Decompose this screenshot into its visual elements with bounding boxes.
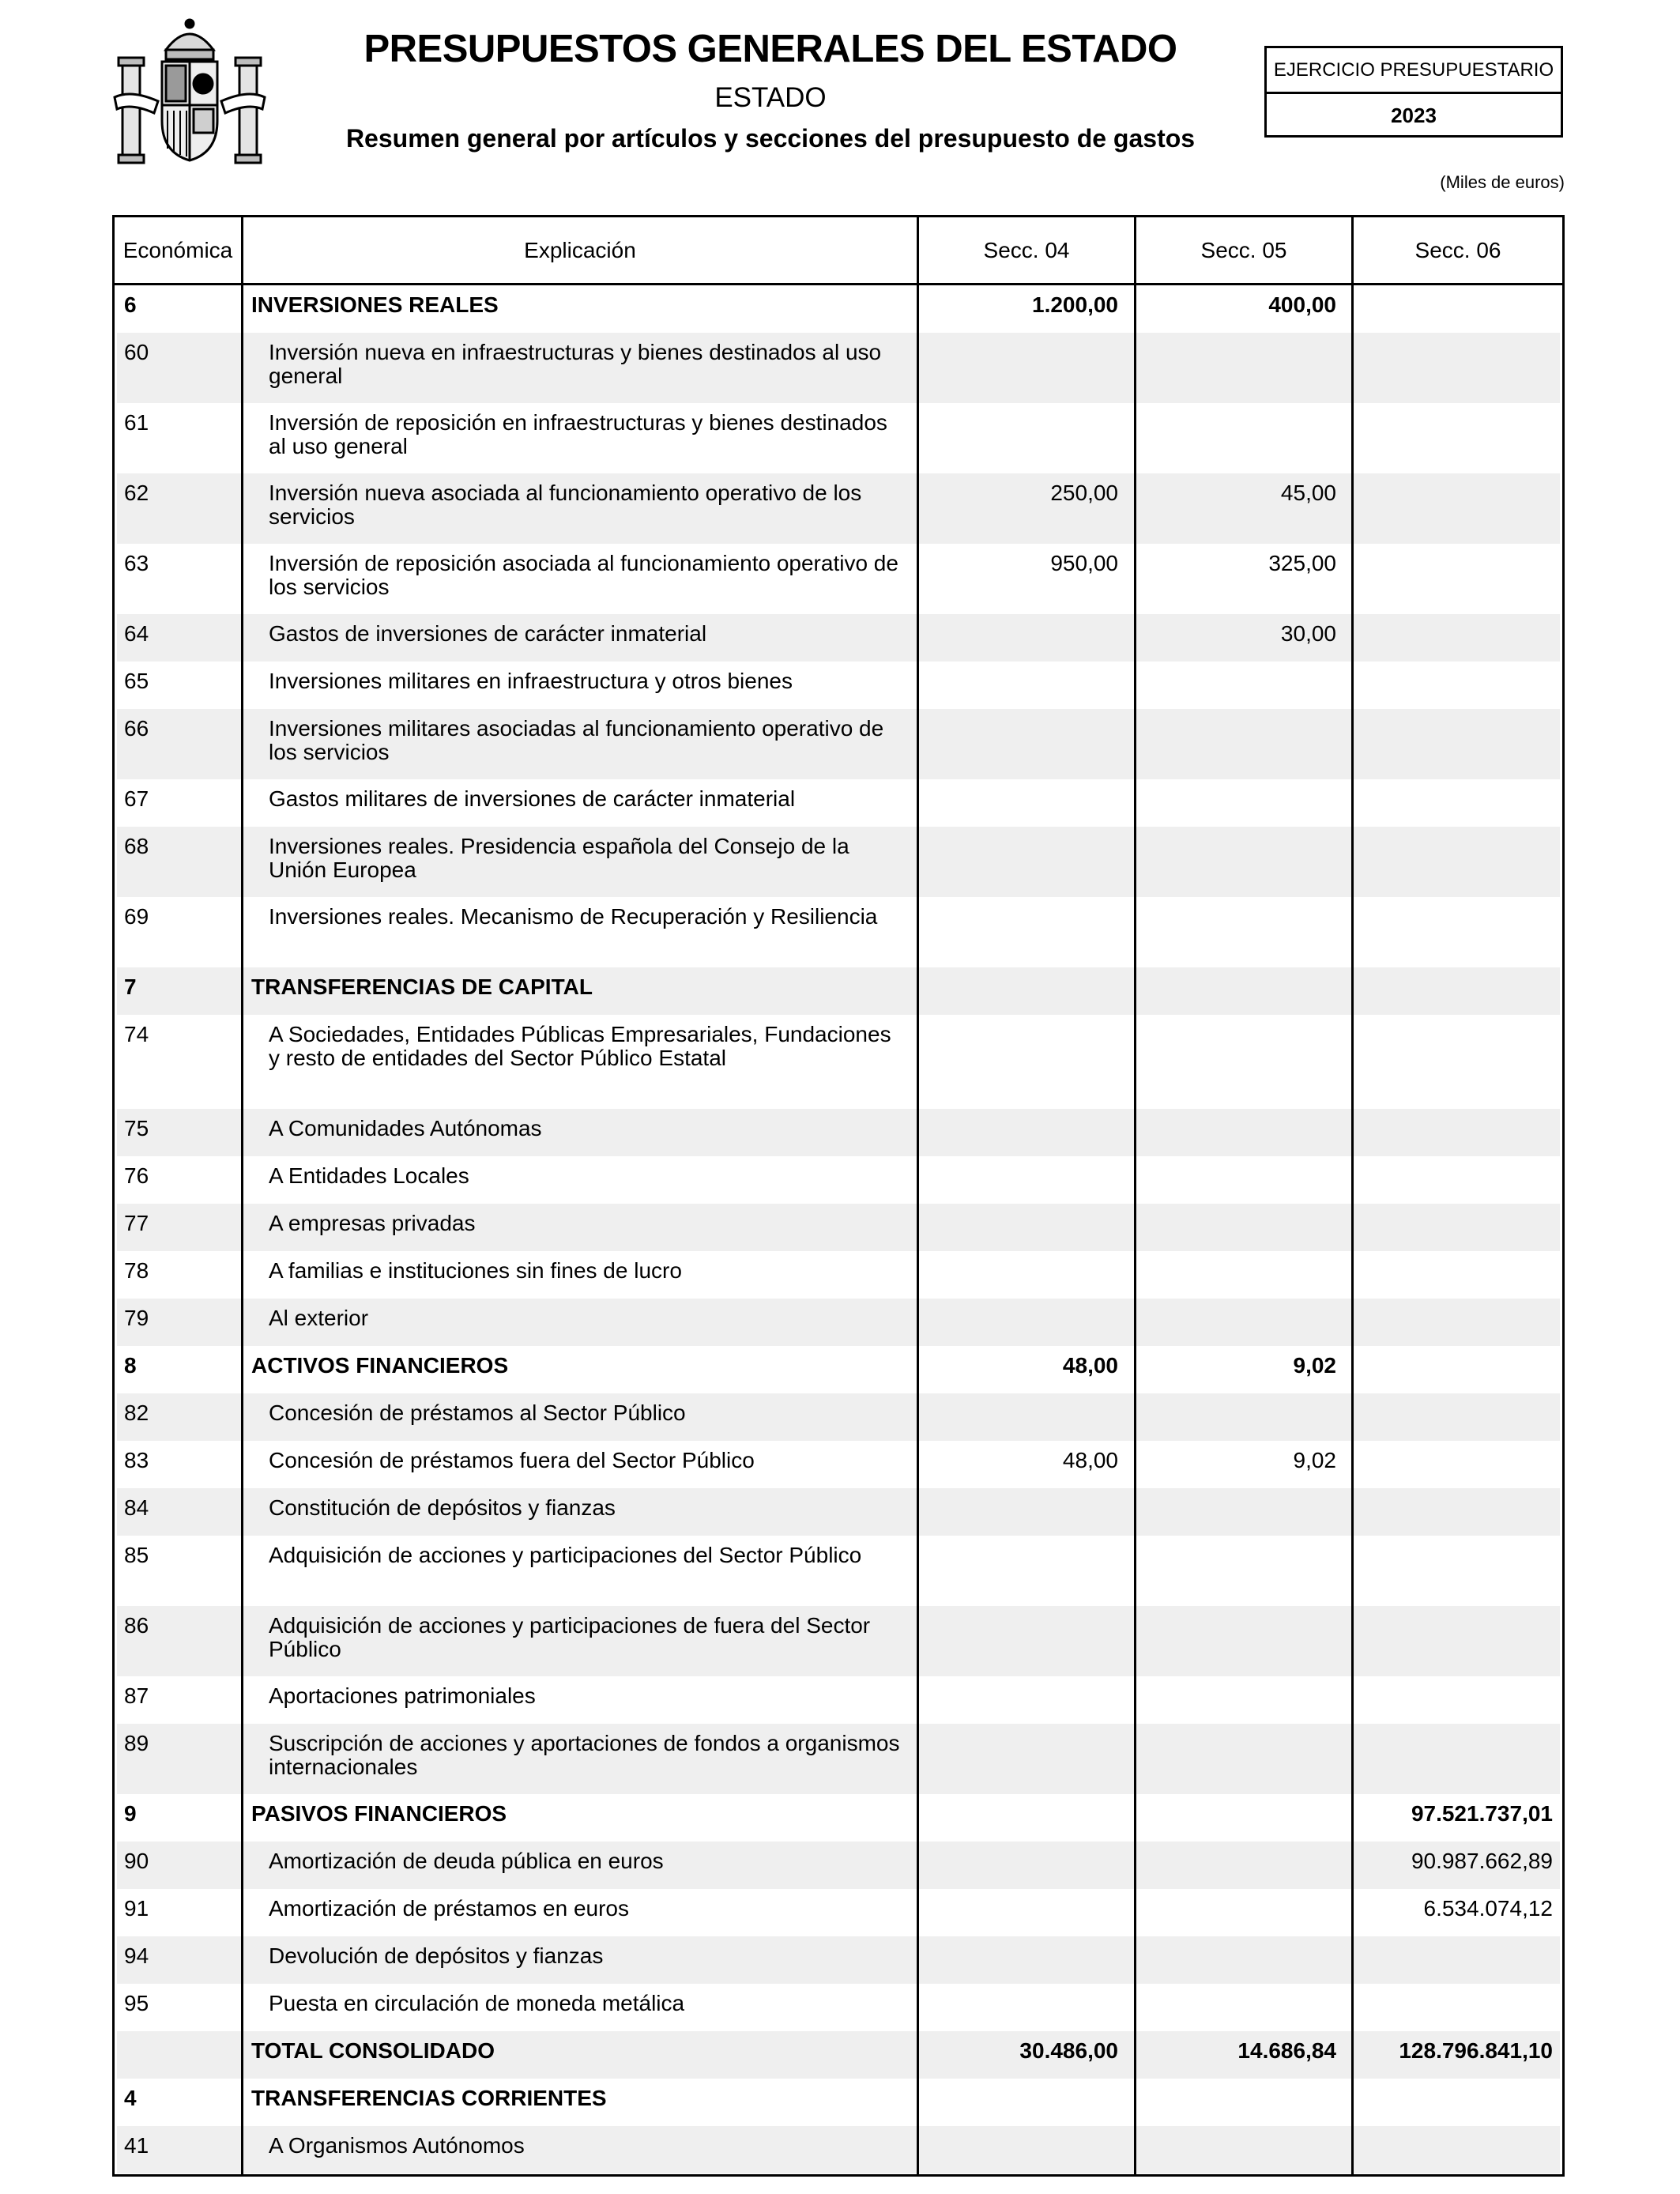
table-row: [115, 1393, 1562, 1441]
row-code: 79: [124, 1306, 149, 1330]
ejercicio-value: 2023: [1391, 104, 1437, 127]
header-secc-06: Secc. 06: [1414, 237, 1501, 262]
row-explanation: A empresas privadas: [269, 1211, 476, 1235]
table-row: [115, 1346, 1562, 1393]
row-code: 8: [124, 1353, 137, 1378]
row-secc-04: 30.486,00: [1019, 2038, 1118, 2063]
row-explanation: Constitución de depósitos y fianzas: [269, 1495, 616, 1520]
table-row: [115, 544, 1562, 614]
row-code: 76: [124, 1163, 149, 1188]
row-code: 87: [124, 1683, 149, 1708]
row-explanation: INVERSIONES REALES: [251, 292, 499, 317]
row-code: 82: [124, 1400, 149, 1425]
table-row: [115, 967, 1562, 1015]
header-secc-04: Secc. 04: [983, 237, 1070, 262]
row-code: 83: [124, 1448, 149, 1472]
table-row: [115, 1676, 1562, 1724]
row-code: 91: [124, 1896, 149, 1921]
row-code: 78: [124, 1258, 149, 1283]
row-explanation: A Organismos Autónomos: [269, 2133, 525, 2158]
row-explanation: A Comunidades Autónomas: [269, 1116, 542, 1140]
row-explanation: Concesión de préstamos al Sector Público: [269, 1400, 686, 1425]
table-row: [115, 1299, 1562, 1346]
row-explanation: Adquisición de acciones y participaciones del Sector Público: [269, 1543, 862, 1567]
header-economica: Económica: [122, 237, 233, 262]
table-row: [115, 1109, 1562, 1156]
table-row: [115, 662, 1562, 709]
row-explanation: A Sociedades, Entidades Públicas Empresariales, Fundaciones y resto de entidades del Sector Público Estatal: [269, 1022, 891, 1070]
row-explanation: Adquisición de acciones y participaciones de fuera del Sector Público: [269, 1613, 871, 1661]
table-row: [115, 1842, 1562, 1889]
row-explanation: A Entidades Locales: [269, 1163, 469, 1188]
row-secc-06: 6.534.074,12: [1423, 1896, 1553, 1921]
row-explanation: Puesta en circulación de moneda metálica: [269, 1991, 685, 2015]
row-code: 65: [124, 669, 149, 693]
row-secc-05: 325,00: [1268, 551, 1336, 575]
table-row: [115, 1156, 1562, 1204]
budget-table: [112, 215, 1565, 2177]
table-row: [115, 1536, 1562, 1606]
row-secc-05: 400,00: [1268, 292, 1336, 317]
row-code: 60: [124, 340, 149, 364]
column-divider: [917, 217, 919, 2174]
table-header: [115, 217, 1562, 285]
row-code: 63: [124, 551, 149, 575]
row-explanation: Inversiones reales. Mecanismo de Recuperación y Resiliencia: [269, 904, 878, 929]
row-code: 94: [124, 1943, 149, 1968]
table-row: [115, 1724, 1562, 1794]
row-explanation: PASIVOS FINANCIEROS: [251, 1801, 507, 1826]
row-explanation: A familias e instituciones sin fines de lucro: [269, 1258, 682, 1283]
row-explanation: Inversión de reposición en infraestructuras y bienes destinados al uso general: [269, 410, 887, 458]
ejercicio-box: [1264, 46, 1563, 138]
row-secc-05: 45,00: [1280, 481, 1336, 505]
row-explanation: Inversión nueva asociada al funcionamiento operativo de los servicios: [269, 481, 862, 529]
row-explanation: Amortización de deuda pública en euros: [269, 1849, 664, 1873]
row-explanation: Devolución de depósitos y fianzas: [269, 1943, 604, 1968]
row-code: 9: [124, 1801, 137, 1826]
row-code: 6: [124, 292, 137, 317]
table-row: [115, 1606, 1562, 1676]
row-explanation: Inversión de reposición asociada al funcionamiento operativo de los servicios: [269, 551, 898, 599]
row-explanation: Inversiones reales. Presidencia española del Consejo de la Unión Europea: [269, 834, 849, 882]
page-title: PRESUPUESTOS GENERALES DEL ESTADO: [363, 28, 1177, 70]
row-explanation: Inversiones militares asociadas al funcionamiento operativo de los servicios: [269, 716, 884, 764]
table-row: [115, 1488, 1562, 1536]
row-secc-05: 9,02: [1293, 1448, 1336, 1472]
row-explanation: Gastos militares de inversiones de carácter inmaterial: [269, 786, 796, 811]
row-code: 95: [124, 1991, 149, 2015]
ejercicio-label: EJERCICIO PRESUPUESTARIO: [1267, 48, 1561, 94]
row-code: 75: [124, 1116, 149, 1140]
row-code: 7: [124, 974, 137, 999]
row-code: 66: [124, 716, 149, 741]
column-divider: [1351, 217, 1354, 2174]
table-row: [115, 709, 1562, 779]
row-secc-04: 950,00: [1050, 551, 1118, 575]
row-explanation: ACTIVOS FINANCIEROS: [251, 1353, 509, 1378]
page-description: Resumen general por artículos y secciones del presupuesto de gastos: [345, 124, 1196, 153]
row-secc-04: 48,00: [1062, 1448, 1118, 1472]
row-secc-06: 90.987.662,89: [1411, 1849, 1553, 1873]
row-code: 64: [124, 621, 149, 646]
row-code: 74: [124, 1022, 149, 1046]
row-explanation: Concesión de préstamos fuera del Sector Público: [269, 1448, 755, 1472]
table-row: [115, 2079, 1562, 2126]
table-row: [115, 1936, 1562, 1984]
table-row: [115, 2031, 1562, 2079]
coat-of-arms-icon: [111, 14, 269, 172]
row-code: 69: [124, 904, 149, 929]
row-code: 85: [124, 1543, 149, 1567]
row-code: 61: [124, 410, 149, 435]
row-explanation: Amortización de préstamos en euros: [269, 1896, 629, 1921]
row-code: 68: [124, 834, 149, 858]
header-explicacion: Explicación: [524, 237, 636, 262]
page-subtitle: ESTADO: [714, 82, 827, 113]
row-code: 90: [124, 1849, 149, 1873]
row-explanation: TRANSFERENCIAS DE CAPITAL: [251, 974, 593, 999]
table-row: [115, 1794, 1562, 1842]
row-explanation: TRANSFERENCIAS CORRIENTES: [251, 2086, 607, 2110]
row-explanation: TOTAL CONSOLIDADO: [251, 2038, 495, 2063]
table-row: [115, 1441, 1562, 1488]
row-code: 67: [124, 786, 149, 811]
row-explanation: Gastos de inversiones de carácter inmaterial: [269, 621, 707, 646]
row-secc-04: 250,00: [1050, 481, 1118, 505]
table-row: [115, 1251, 1562, 1299]
row-explanation: Inversión nueva en infraestructuras y bienes destinados al uso general: [269, 340, 882, 388]
table-row: [115, 614, 1562, 662]
row-code: 4: [124, 2086, 137, 2110]
column-divider: [241, 217, 243, 2174]
units-note: (Miles de euros): [1440, 172, 1565, 192]
table-row: [115, 779, 1562, 827]
row-explanation: Al exterior: [269, 1306, 369, 1330]
row-code: 84: [124, 1495, 149, 1520]
table-row: [115, 333, 1562, 403]
row-secc-05: 9,02: [1293, 1353, 1336, 1378]
row-code: 41: [124, 2133, 149, 2158]
table-row: [115, 285, 1562, 333]
row-secc-05: 14.686,84: [1237, 2038, 1336, 2063]
row-secc-06: 97.521.737,01: [1411, 1801, 1553, 1826]
table-row: [115, 473, 1562, 544]
table-row: [115, 403, 1562, 473]
column-divider: [1134, 217, 1136, 2174]
row-code: 77: [124, 1211, 149, 1235]
table-row: [115, 827, 1562, 897]
table-row: [115, 1984, 1562, 2031]
header-secc-05: Secc. 05: [1200, 237, 1287, 262]
row-secc-06: 128.796.841,10: [1399, 2038, 1553, 2063]
row-code: 86: [124, 1613, 149, 1638]
row-secc-04: 48,00: [1062, 1353, 1118, 1378]
table-row: [115, 897, 1562, 967]
table-row: [115, 1204, 1562, 1251]
row-code: 89: [124, 1731, 149, 1755]
row-explanation: Suscripción de acciones y aportaciones de fondos a organismos internacionales: [269, 1731, 900, 1779]
table-row: [115, 1889, 1562, 1936]
row-code: 62: [124, 481, 149, 505]
row-secc-05: 30,00: [1280, 621, 1336, 646]
table-row: [115, 1015, 1562, 1109]
table-row: [115, 2126, 1562, 2173]
row-explanation: Inversiones militares en infraestructura y otros bienes: [269, 669, 793, 693]
row-secc-04: 1.200,00: [1032, 292, 1118, 317]
row-explanation: Aportaciones patrimoniales: [269, 1683, 536, 1708]
